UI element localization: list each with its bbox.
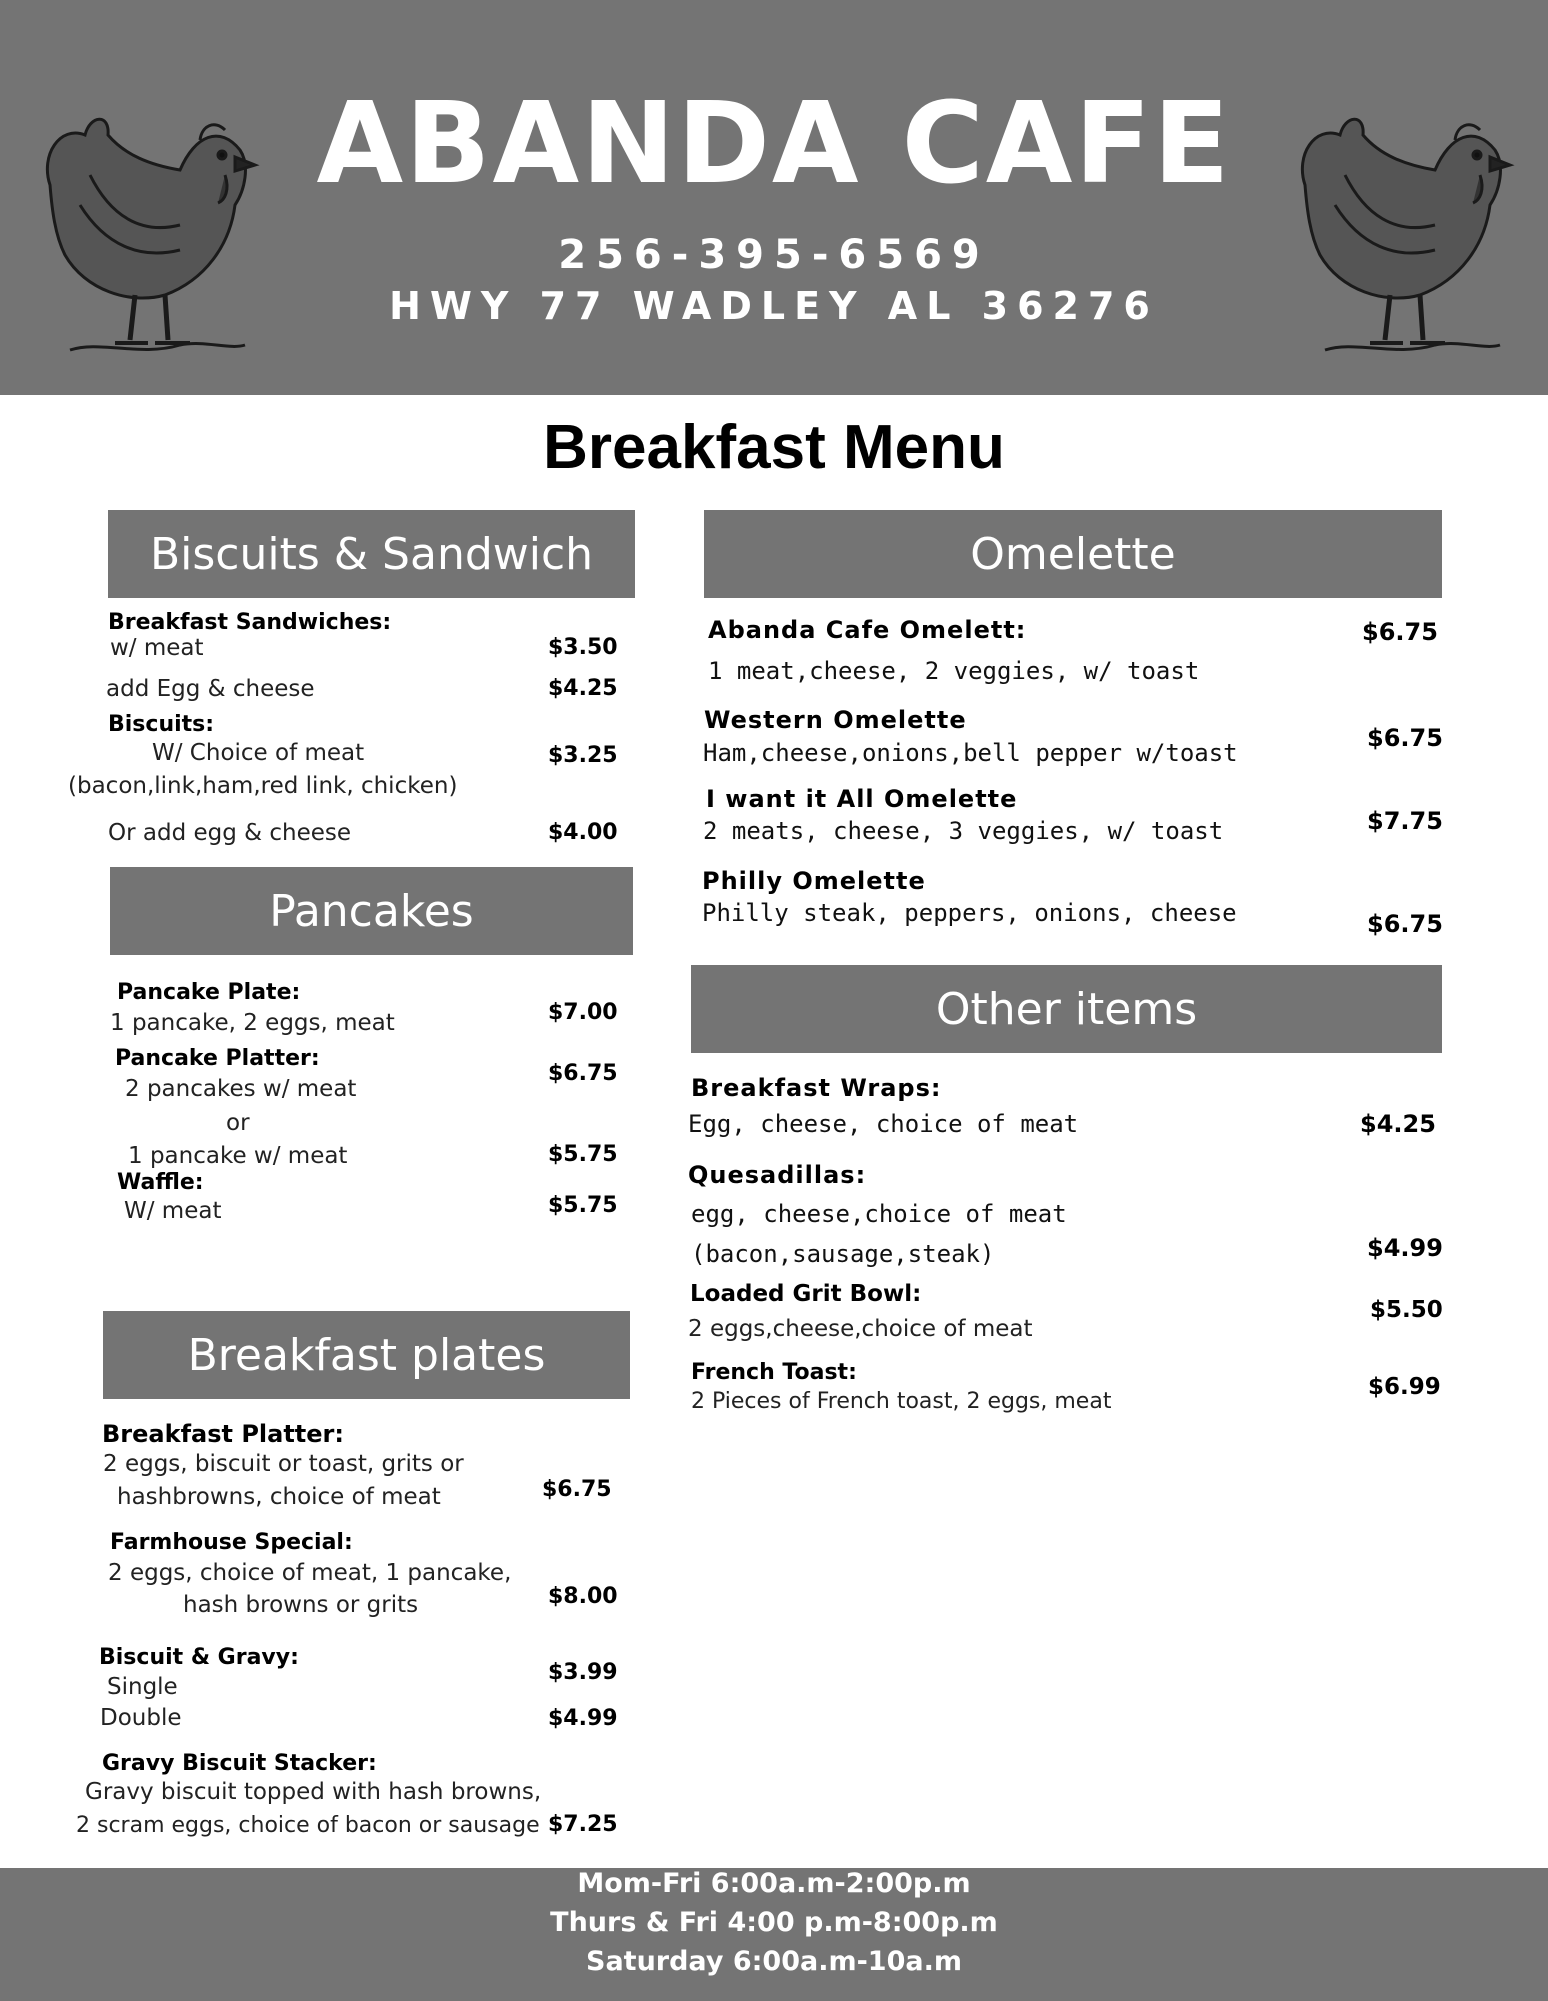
item-name: Waffle: bbox=[117, 1170, 204, 1195]
item-desc: w/ meat bbox=[110, 635, 204, 661]
item-desc: hash browns or grits bbox=[183, 1592, 419, 1618]
item-price: $7.25 bbox=[548, 1812, 618, 1837]
item-name: Pancake Platter: bbox=[115, 1046, 320, 1071]
item-name: I want it All Omelette bbox=[706, 785, 1018, 813]
item-name: Breakfast Sandwiches: bbox=[108, 610, 392, 635]
section-heading-pancakes: Pancakes bbox=[110, 867, 633, 955]
hours-line: Mom-Fri 6:00a.m-2:00p.m bbox=[577, 1868, 971, 1899]
hours-line: Thurs & Fri 4:00 p.m-8:00p.m bbox=[550, 1907, 998, 1938]
item-desc: (bacon,link,ham,red link, chicken) bbox=[68, 773, 458, 799]
item-price: $6.99 bbox=[1368, 1374, 1441, 1400]
item-name: Pancake Plate: bbox=[117, 980, 301, 1005]
item-price: $4.99 bbox=[548, 1706, 618, 1731]
hours-line: Saturday 6:00a.m-10a.m bbox=[586, 1946, 962, 1977]
item-desc: 2 Pieces of French toast, 2 eggs, meat bbox=[691, 1389, 1112, 1414]
item-name: French Toast: bbox=[691, 1360, 857, 1385]
item-name: Biscuit & Gravy: bbox=[99, 1645, 299, 1670]
item-price: $8.00 bbox=[548, 1584, 618, 1609]
item-name: Breakfast Platter: bbox=[102, 1420, 344, 1448]
item-desc: add Egg & cheese bbox=[106, 676, 315, 702]
item-price: $3.50 bbox=[548, 635, 618, 660]
item-price: $4.25 bbox=[1360, 1110, 1436, 1138]
item-desc: or bbox=[226, 1110, 250, 1136]
item-price: $6.75 bbox=[1367, 910, 1443, 938]
item-desc: egg, cheese,choice of meat bbox=[691, 1200, 1067, 1228]
item-price: $7.00 bbox=[548, 1000, 618, 1025]
item-desc: 2 scram eggs, choice of bacon or sausage bbox=[76, 1813, 540, 1838]
item-name: Quesadillas: bbox=[688, 1161, 867, 1189]
item-price: $7.75 bbox=[1367, 807, 1443, 835]
item-price: $6.75 bbox=[1367, 724, 1443, 752]
item-desc: (bacon,sausage,steak) bbox=[691, 1240, 995, 1268]
item-price: $6.75 bbox=[548, 1061, 618, 1086]
item-price: $3.99 bbox=[548, 1660, 618, 1685]
item-desc: Egg, cheese, choice of meat bbox=[688, 1110, 1079, 1138]
item-desc: W/ Choice of meat bbox=[152, 740, 365, 766]
item-name: Breakfast Wraps: bbox=[691, 1074, 942, 1102]
item-desc: Philly steak, peppers, onions, cheese bbox=[702, 899, 1237, 927]
item-price: $4.99 bbox=[1367, 1234, 1443, 1262]
item-desc: 2 meats, cheese, 3 veggies, w/ toast bbox=[703, 817, 1224, 845]
phone-number: 256-395-6569 bbox=[558, 232, 990, 278]
section-heading-omelette: Omelette bbox=[704, 510, 1442, 598]
item-desc: W/ meat bbox=[124, 1198, 222, 1224]
item-name: Abanda Cafe Omelett: bbox=[708, 616, 1027, 644]
item-desc: 2 eggs, biscuit or toast, grits or bbox=[103, 1451, 464, 1477]
item-desc: 1 pancake, 2 eggs, meat bbox=[110, 1010, 395, 1036]
section-heading-biscuits: Biscuits & Sandwich bbox=[108, 510, 635, 598]
item-desc: 2 eggs, choice of meat, 1 pancake, bbox=[108, 1560, 512, 1586]
item-price: $6.75 bbox=[542, 1477, 612, 1502]
item-desc: 1 pancake w/ meat bbox=[128, 1143, 348, 1169]
item-price: $5.75 bbox=[548, 1193, 618, 1218]
item-desc: Gravy biscuit topped with hash browns, bbox=[85, 1779, 542, 1805]
item-name: Biscuits: bbox=[108, 712, 215, 737]
section-heading-other: Other items bbox=[691, 965, 1442, 1053]
item-name: Farmhouse Special: bbox=[110, 1530, 353, 1555]
item-desc: Ham,cheese,onions,bell pepper w/toast bbox=[703, 739, 1238, 767]
item-name: Western Omelette bbox=[704, 706, 967, 734]
item-name: Loaded Grit Bowl: bbox=[690, 1281, 922, 1307]
item-price: $6.75 bbox=[1362, 618, 1438, 646]
item-desc: 2 pancakes w/ meat bbox=[125, 1076, 357, 1102]
item-name: Gravy Biscuit Stacker: bbox=[102, 1751, 377, 1776]
address: HWY 77 WADLEY AL 36276 bbox=[389, 284, 1159, 328]
item-price: $4.25 bbox=[548, 676, 618, 701]
item-desc: 1 meat,cheese, 2 veggies, w/ toast bbox=[708, 657, 1200, 685]
cafe-name: ABANDA CAFE bbox=[316, 79, 1232, 209]
item-price: $5.50 bbox=[1370, 1297, 1443, 1323]
item-desc: hashbrowns, choice of meat bbox=[117, 1484, 441, 1510]
item-desc: Single bbox=[107, 1674, 178, 1700]
menu-title: Breakfast Menu bbox=[543, 413, 1005, 482]
item-desc: 2 eggs,cheese,choice of meat bbox=[688, 1316, 1033, 1342]
item-price: $5.75 bbox=[548, 1142, 618, 1167]
item-price: $4.00 bbox=[548, 820, 618, 845]
item-desc: Double bbox=[100, 1705, 182, 1731]
item-desc: Or add egg & cheese bbox=[108, 820, 352, 846]
section-heading-plates: Breakfast plates bbox=[103, 1311, 630, 1399]
item-price: $3.25 bbox=[548, 743, 618, 768]
item-name: Philly Omelette bbox=[702, 867, 926, 895]
